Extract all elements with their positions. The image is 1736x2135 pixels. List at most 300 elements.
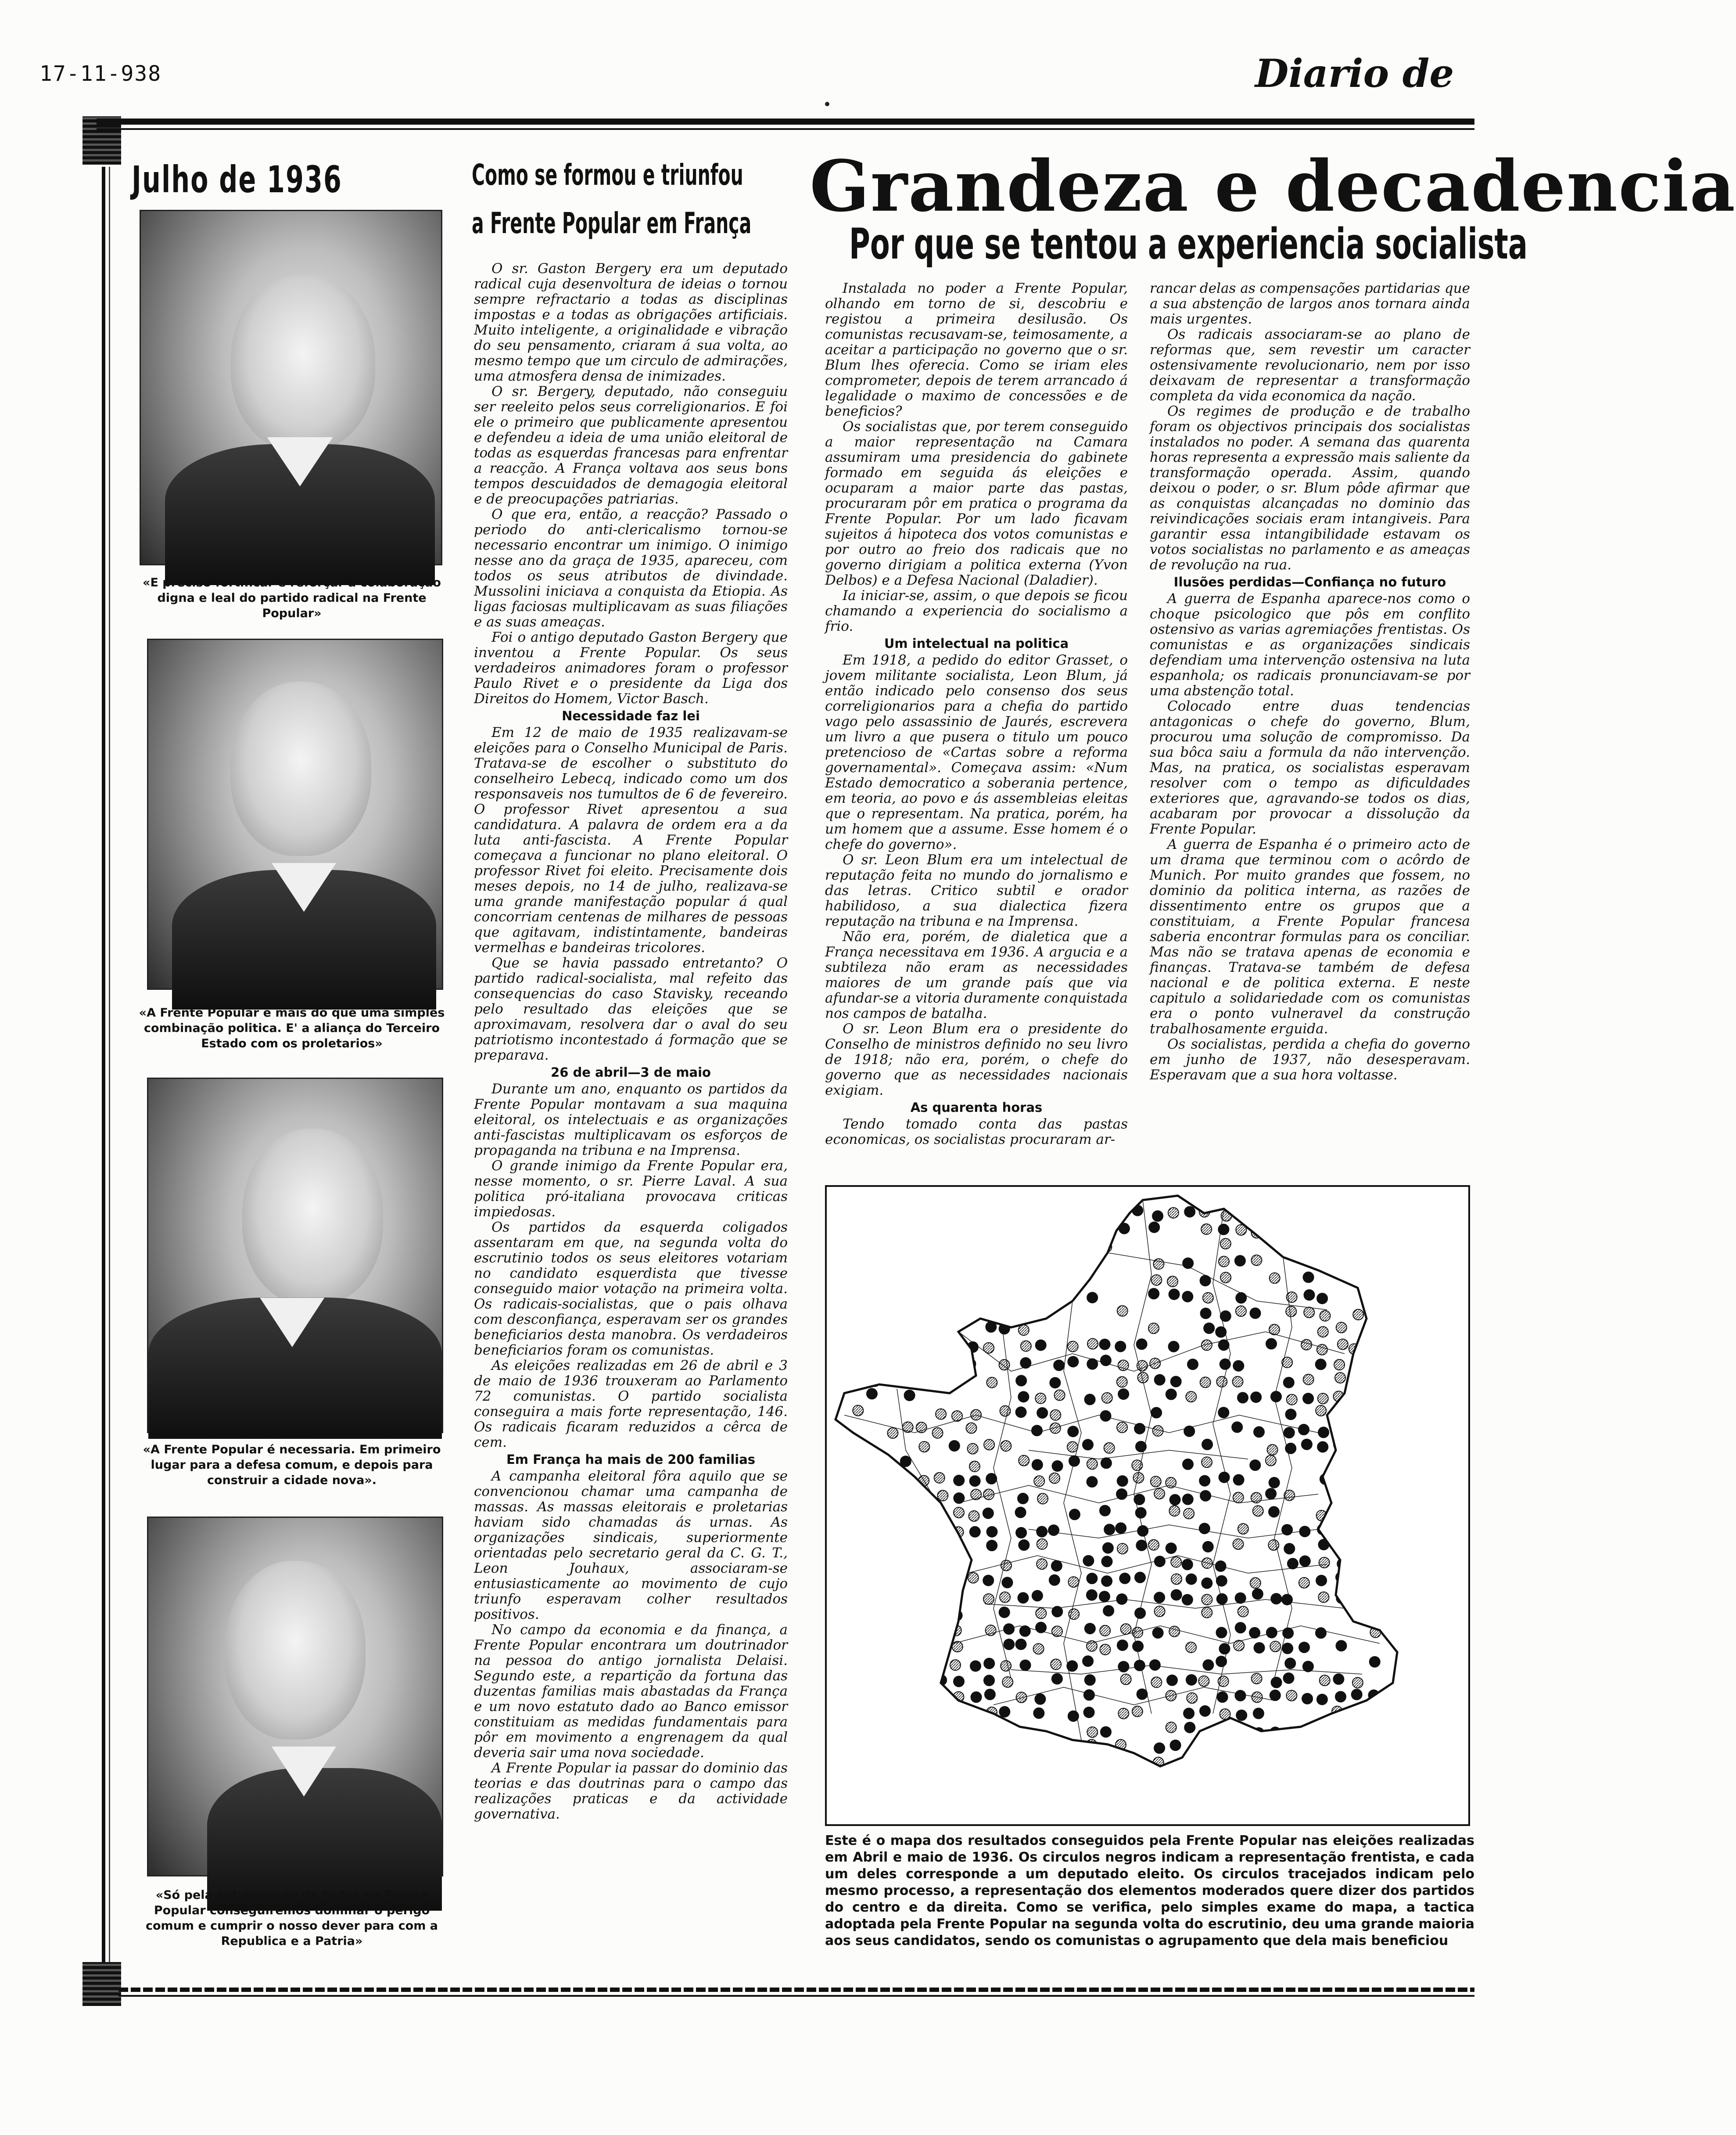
deputy-circle-frentista xyxy=(1250,1308,1261,1319)
deputy-circle-moderado xyxy=(937,1490,948,1501)
deputy-circle-frentista xyxy=(836,1578,846,1589)
deputy-circle-moderado xyxy=(1051,1659,1061,1670)
deputy-circle-frentista xyxy=(920,1559,930,1570)
deputy-circle-moderado xyxy=(971,1489,981,1500)
deputy-circle-frentista xyxy=(1388,1625,1399,1635)
deputy-circle-moderado xyxy=(1369,1328,1380,1338)
deputy-circle-frentista xyxy=(1167,1675,1177,1686)
deputy-circle-frentista xyxy=(1087,1590,1097,1600)
deputy-circle-moderado xyxy=(1353,1475,1364,1485)
deputy-circle-moderado xyxy=(1234,1640,1244,1651)
deputy-circle-moderado xyxy=(917,1676,928,1686)
deputy-circle-moderado xyxy=(1218,1676,1229,1686)
deputy-circle-frentista xyxy=(1217,1692,1228,1702)
deputy-circle-frentista xyxy=(1300,1744,1311,1754)
deputy-circle-frentista xyxy=(1385,1556,1395,1566)
paragraph: Ia iniciar-se, assim, o que depois se ficou chamando a experiencia do socialismo a frio. xyxy=(825,588,1128,634)
deputy-circle-frentista xyxy=(1285,1658,1295,1669)
deputy-circle-frentista xyxy=(1249,1628,1260,1638)
deputy-circle-frentista xyxy=(970,1527,980,1537)
deputy-circle-moderado xyxy=(1216,1377,1227,1387)
deputy-circle-frentista xyxy=(1036,1743,1047,1754)
deputy-circle-frentista xyxy=(1183,1494,1193,1505)
deputy-circle-frentista xyxy=(1032,1425,1042,1436)
deputy-circle-moderado xyxy=(916,1422,927,1433)
deputy-circle-frentista xyxy=(1019,1540,1029,1550)
deputy-circle-moderado xyxy=(1203,1293,1213,1303)
deputy-circle-moderado xyxy=(1371,1260,1382,1271)
deputy-circle-moderado xyxy=(1316,1228,1326,1238)
deputy-circle-moderado xyxy=(901,1611,911,1622)
deputy-circle-moderado xyxy=(952,1411,962,1421)
deputy-circle-frentista xyxy=(900,1491,910,1502)
deputy-circle-moderado xyxy=(1285,1240,1295,1250)
deputy-circle-moderado xyxy=(1338,1339,1348,1350)
deputy-circle-moderado xyxy=(1320,1727,1331,1738)
deputy-circle-moderado xyxy=(935,1556,946,1566)
deputy-circle-moderado xyxy=(1301,1340,1312,1350)
deputy-circle-frentista xyxy=(971,1692,982,1702)
deputy-circle-moderado xyxy=(1233,1377,1243,1387)
paragraph: Em 12 de maio de 1935 realizavam-se eleições para o Conselho Municipal de Paris. Tratava-se de escolher o substituto do conselheiro Lebecq, indicado como um dos responsaveis nos tumultos de 6 de fevereiro. O professor Rivet apresentou a sua candidatura. A palavra de ordem era a da luta anti-fascista. A Frente Popular começava a funcionar no plano eleitoral. O professor Rivet foi eleito. Precisamente dois meses depois, no 14 de julho, realizava-se uma grande manifestação popular á qual concorriam centenas de milhares de pessoas que agitavam, indistintamente, bandeiras vermelhas e bandeiras tricolores. xyxy=(474,725,788,956)
deputy-circle-frentista xyxy=(1015,1507,1026,1518)
deputy-circle-moderado xyxy=(850,1344,861,1354)
paragraph: A guerra de Espanha aparece-nos como o choque psicologico que pôs em conflito ostensivo as varias agremiações frentistas. Os comunistas e as organizações sindicais defendiam uma intervenção ostensiva na luta espanhola; os radicais pronunciavam-se por uma abstenção total. xyxy=(1150,591,1470,699)
deputy-circle-frentista xyxy=(918,1723,929,1733)
deputy-circle-moderado xyxy=(1019,1325,1029,1335)
deputy-circle-moderado xyxy=(1219,1256,1229,1267)
deputy-circle-frentista xyxy=(1083,1656,1093,1666)
deputy-circle-frentista xyxy=(1302,1693,1313,1704)
deputy-circle-frentista xyxy=(1237,1392,1248,1403)
deputy-circle-frentista xyxy=(1382,1589,1392,1599)
deputy-circle-moderado xyxy=(921,1624,931,1634)
deputy-circle-frentista xyxy=(1304,1290,1315,1300)
deputy-circle-frentista xyxy=(1317,1694,1327,1705)
deputy-circle-moderado xyxy=(1155,1606,1165,1617)
deputy-circle-moderado xyxy=(1251,1255,1262,1265)
deputy-circle-moderado xyxy=(1035,1393,1046,1404)
deputy-circle-moderado xyxy=(1104,1443,1115,1453)
paragraph: Não era, porém, de dialetica que a França necessitava em 1936. A argucia e a subtileza não eram as necessidades maiores de um grande país que via afundar-se a vitoria duramente conquistada nos campos de batalha. xyxy=(825,929,1128,1021)
deputy-circle-moderado xyxy=(1201,1224,1212,1234)
deputy-circle-frentista xyxy=(986,1474,997,1484)
deputy-circle-moderado xyxy=(903,1507,913,1518)
deputy-circle-frentista xyxy=(1220,1643,1230,1654)
deputy-circle-moderado xyxy=(1334,1226,1345,1237)
deputy-circle-moderado xyxy=(1166,1722,1176,1732)
deputy-circle-frentista xyxy=(1288,1758,1298,1769)
deputy-circle-frentista xyxy=(1250,1460,1260,1470)
deputy-circle-frentista xyxy=(1018,1493,1028,1504)
deputy-circle-frentista xyxy=(1152,1211,1163,1221)
map-caption: Este é o mapa dos resultados conseguidos pela Frente Popular nas eleições realizadas em Abril e maio de 1936. Os circulos negros indicam a representação frentista, e cada um deles corresponde a um deputado eleito. Os circulos tracejados indicam pelo mesmo processo, a representação dos elementos moderados quere dizer dos partidos do centro e da direita. Como se verifica, pelo simples exame do mapa, a tactica adoptada pela Frente Popular na segunda volta do escrutinio, deu uma grande maioria aos seus candidatos, sendo os comunistas o agrupamento que dela mais beneficiou xyxy=(825,1833,1474,1948)
deputy-circle-frentista xyxy=(1337,1742,1347,1752)
deputy-circle-frentista xyxy=(1169,1289,1180,1300)
deputy-circle-frentista xyxy=(866,1660,877,1671)
deputy-circle-frentista xyxy=(1000,1208,1010,1219)
deputy-circle-frentista xyxy=(1216,1576,1227,1586)
deputy-circle-frentista xyxy=(1302,1439,1312,1450)
deputy-circle-frentista xyxy=(1383,1326,1394,1337)
deputy-circle-moderado xyxy=(1365,1373,1376,1383)
deputy-circle-moderado xyxy=(1304,1307,1314,1318)
deputy-circle-frentista xyxy=(1271,1391,1281,1402)
photo-caption-4: «Só pela colaboração de todos na Frente Popular conseguiremos dominar o perigo comum e cumprir o nosso dever para com a Republica e a Patria» xyxy=(146,1888,438,1948)
deputy-circle-frentista xyxy=(954,1227,964,1237)
photo-caption-2: «A Frente Popular é mais do que uma simples combinação politica. E' a aliança do Terceiro Estado com os proletarios» xyxy=(139,1006,445,1050)
deputy-circle-frentista xyxy=(1288,1558,1298,1569)
deputy-circle-frentista xyxy=(1135,1572,1145,1583)
deputy-circle-frentista xyxy=(1052,1607,1062,1617)
deputy-circle-moderado xyxy=(1267,1445,1278,1455)
deputy-circle-moderado xyxy=(986,1377,997,1388)
deputy-circle-frentista xyxy=(1204,1323,1214,1333)
deputy-circle-moderado xyxy=(933,1428,943,1438)
deputy-circle-moderado xyxy=(966,1208,977,1218)
deputy-circle-frentista xyxy=(1169,1341,1179,1352)
deputy-circle-moderado xyxy=(1100,1644,1111,1655)
deputy-circle-moderado xyxy=(1286,1226,1297,1237)
deputy-circle-moderado xyxy=(1087,1339,1098,1349)
deputy-circle-frentista xyxy=(903,1294,913,1304)
deputy-circle-frentista xyxy=(1136,1540,1147,1551)
deputy-circle-frentista xyxy=(904,1390,915,1401)
deputy-circle-frentista xyxy=(1083,1556,1094,1566)
deputy-circle-frentista xyxy=(1187,1359,1198,1369)
deputy-circle-frentista xyxy=(1368,1275,1378,1286)
deputy-circle-frentista xyxy=(1020,1358,1031,1368)
deputy-circle-moderado xyxy=(936,1343,947,1354)
deputy-circle-frentista xyxy=(1200,1491,1211,1501)
deputy-circle-frentista xyxy=(1101,1761,1112,1772)
deputy-circle-moderado xyxy=(1220,1742,1231,1752)
deputy-circle-frentista xyxy=(919,1373,930,1384)
deputy-circle-frentista xyxy=(1020,1626,1030,1636)
deputy-circle-frentista xyxy=(1068,1711,1079,1722)
deputy-circle-moderado xyxy=(868,1456,879,1467)
deputy-circle-frentista xyxy=(1186,1675,1197,1685)
deputy-circle-frentista xyxy=(1053,1757,1063,1768)
deputy-circle-moderado xyxy=(1335,1373,1345,1383)
deputy-circle-frentista xyxy=(1300,1556,1310,1567)
deputy-circle-moderado xyxy=(935,1258,945,1269)
deputy-circle-frentista xyxy=(1218,1224,1229,1235)
deputy-circle-frentista xyxy=(1271,1677,1282,1688)
deputy-circle-moderado xyxy=(1132,1627,1143,1638)
subheading: Um intelectual na politica xyxy=(884,636,1069,651)
deputy-circle-frentista xyxy=(1219,1472,1230,1483)
deputy-circle-moderado xyxy=(1186,1642,1196,1653)
deputy-circle-frentista xyxy=(1220,1359,1230,1369)
paragraph: As eleições realizadas em 26 de abril e 3 de maio de 1936 trouxeram ao Parlamento 72 comunistas. O partido socialista conseguira a mais forte representação, 146. Os radicais ficaram reduzidos a cêrca de cem. xyxy=(474,1358,788,1450)
deputy-circle-frentista xyxy=(1235,1690,1246,1701)
deputy-circle-moderado xyxy=(1316,1405,1326,1416)
deputy-circle-moderado xyxy=(1037,1559,1047,1569)
deputy-circle-moderado xyxy=(1384,1276,1395,1287)
deputy-circle-frentista xyxy=(1150,1660,1160,1670)
deputy-circle-moderado xyxy=(1304,1240,1315,1251)
deputy-circle-moderado xyxy=(832,1477,843,1488)
deputy-circle-frentista xyxy=(1317,1293,1327,1304)
deputy-circle-moderado xyxy=(1319,1261,1330,1272)
deputy-circle-frentista xyxy=(1318,1427,1329,1438)
deputy-circle-frentista xyxy=(1182,1595,1193,1605)
paragraph: O sr. Leon Blum era o presidente do Conselho de ministros definido no seu livro de 1918; não era, porém, o chefe do governo que as necessidades nacionais exigiam. xyxy=(825,1021,1128,1098)
deputy-circle-frentista xyxy=(970,1661,981,1671)
deputy-circle-frentista xyxy=(1134,1494,1144,1505)
deputy-circle-frentista xyxy=(1132,1205,1143,1216)
deputy-circle-moderado xyxy=(1055,1390,1065,1401)
deputy-circle-moderado xyxy=(1033,1241,1044,1251)
deputy-circle-frentista xyxy=(1216,1627,1227,1638)
deputy-circle-frentista xyxy=(1236,1293,1246,1303)
article-column-4 xyxy=(1150,281,1470,1083)
deputy-circle-frentista xyxy=(836,1760,846,1771)
deputy-circle-frentista xyxy=(1233,1361,1244,1371)
deputy-circle-frentista xyxy=(1387,1725,1397,1736)
deputy-circle-frentista xyxy=(1283,1628,1293,1639)
deputy-circle-moderado xyxy=(1050,1210,1060,1221)
deputy-circle-frentista xyxy=(1284,1427,1295,1438)
deputy-circle-moderado xyxy=(1303,1374,1314,1385)
deputy-circle-frentista xyxy=(1151,1407,1162,1418)
deputy-circle-moderado xyxy=(1234,1723,1244,1734)
deputy-circle-frentista xyxy=(1338,1724,1349,1735)
deputy-circle-moderado xyxy=(1101,1242,1112,1252)
deputy-circle-moderado xyxy=(935,1305,946,1316)
deputy-circle-frentista xyxy=(1085,1623,1095,1634)
deputy-circle-frentista xyxy=(850,1756,861,1766)
deputy-circle-moderado xyxy=(1305,1226,1315,1236)
deputy-circle-moderado xyxy=(1370,1572,1381,1583)
deputy-circle-frentista xyxy=(838,1242,848,1253)
deputy-circle-frentista xyxy=(1317,1441,1328,1452)
deputy-circle-frentista xyxy=(932,1759,943,1770)
deputy-circle-frentista xyxy=(885,1627,895,1637)
deputy-circle-moderado xyxy=(885,1310,896,1320)
deputy-circle-frentista xyxy=(1170,1740,1181,1750)
deputy-circle-frentista xyxy=(1087,1292,1098,1303)
portrait-photo-4 xyxy=(147,1517,443,1876)
deputy-circle-moderado xyxy=(1252,1692,1263,1703)
deputy-circle-frentista xyxy=(1166,1389,1176,1400)
deputy-circle-moderado xyxy=(1335,1543,1346,1554)
deputy-circle-frentista xyxy=(886,1576,897,1586)
deputy-circle-frentista xyxy=(1115,1759,1126,1769)
deputy-circle-frentista xyxy=(1035,1694,1045,1704)
deputy-circle-frentista xyxy=(1183,1258,1193,1269)
deputy-circle-moderado xyxy=(1318,1393,1328,1404)
portrait-head xyxy=(230,682,371,856)
deputy-circle-frentista xyxy=(1115,1523,1126,1533)
deputy-circle-frentista xyxy=(1299,1526,1310,1537)
deputy-circle-frentista xyxy=(834,1443,845,1453)
deputy-circle-frentista xyxy=(837,1624,847,1634)
deputy-circle-frentista xyxy=(1019,1290,1029,1301)
deputy-circle-frentista xyxy=(1067,1661,1077,1671)
deputy-circle-frentista xyxy=(1033,1708,1044,1718)
deputy-circle-moderado xyxy=(868,1272,879,1283)
deputy-circle-moderado xyxy=(1019,1456,1029,1466)
paragraph: Tendo tomado conta das pastas economicas, os socialistas procuraram ar- xyxy=(825,1116,1128,1147)
deputy-circle-moderado xyxy=(886,1611,896,1621)
deputy-circle-frentista xyxy=(1235,1593,1246,1603)
deputy-circle-moderado xyxy=(1118,1360,1129,1371)
deputy-circle-frentista xyxy=(950,1372,961,1383)
deputy-circle-frentista xyxy=(1100,1506,1110,1516)
deputy-circle-moderado xyxy=(949,1359,959,1369)
divider-dot xyxy=(825,102,829,106)
deputy-circle-moderado xyxy=(867,1693,877,1704)
deputy-circle-frentista xyxy=(1335,1692,1346,1702)
deputy-circle-frentista xyxy=(1303,1661,1313,1672)
subheading: As quarenta horas xyxy=(910,1100,1043,1115)
subheading: Ilusões perdidas—Confiança no futuro xyxy=(1173,575,1446,589)
portrait-photo-1 xyxy=(140,210,442,565)
deputy-circle-frentista xyxy=(832,1491,842,1501)
deputy-circle-moderado xyxy=(886,1373,897,1384)
deputy-circle-moderado xyxy=(1202,1594,1212,1605)
deputy-circle-frentista xyxy=(1199,1476,1210,1486)
deputy-circle-moderado xyxy=(1171,1557,1181,1567)
deputy-circle-moderado xyxy=(1084,1222,1095,1232)
deputy-circle-moderado xyxy=(1016,1692,1027,1703)
deputy-circle-frentista xyxy=(1036,1622,1046,1633)
deputy-circle-moderado xyxy=(900,1257,911,1268)
deputy-circle-frentista xyxy=(1166,1543,1176,1553)
deputy-circle-frentista xyxy=(954,1676,964,1687)
paragraph: A guerra de Espanha é o primeiro acto de um drama que terminou com o acôrdo de Munich. Por muito grandes que fossem, no dominio da politica interna, as razões de dissentimento entre os grupos que a constituiam, a Frente Popular francesa saberia encontrar formulas para os conciliar. Mas não se tratava apenas de economia e finanças. Tratava-se também de defesa nacional e de politica externa. E neste capitulo a solidariedade com os comunistas era o ponto vulneravel da construção trabalhosamente erguida. xyxy=(1150,837,1470,1037)
deputy-circle-moderado xyxy=(983,1343,994,1353)
deputy-circle-frentista xyxy=(983,1508,994,1519)
deputy-circle-moderado xyxy=(1034,1255,1045,1266)
paragraph: Os partidos da esquerda coligados assentaram em que, na segunda volta do escrutinio todos os seus eleitores votariam no candidato esquerdista que tivesse conseguido maior votação na primeira volta. Os radicais-socialistas, que o pais olhava com desconfiança, esperavam ser os grandes beneficiarios desta manobra. Os verdadeiros beneficiarios foram os comunistas. xyxy=(474,1219,788,1358)
deputy-circle-moderado xyxy=(887,1428,898,1438)
deputy-circle-frentista xyxy=(1282,1524,1292,1535)
deputy-circle-moderado xyxy=(1153,1426,1163,1436)
deputy-circle-frentista xyxy=(1103,1543,1113,1553)
deputy-circle-moderado xyxy=(1320,1311,1331,1321)
deputy-circle-frentista xyxy=(1004,1624,1014,1634)
deputy-circle-frentista xyxy=(1117,1476,1128,1486)
deputy-circle-frentista xyxy=(1103,1606,1114,1616)
deputy-circle-moderado xyxy=(1067,1441,1078,1452)
deputy-circle-frentista xyxy=(1235,1255,1245,1266)
paragraph: O grande inimigo da Frente Popular era, nesse momento, o sr. Pierre Laval. A sua politica pró-italiana provocava criticas impiedosas. xyxy=(474,1158,788,1220)
deputy-circle-moderado xyxy=(1169,1506,1180,1516)
deputy-circle-frentista xyxy=(1069,1509,1080,1520)
masthead: Diario de xyxy=(1255,50,1454,96)
deputy-circle-frentista xyxy=(936,1723,947,1734)
deputy-circle-moderado xyxy=(1250,1578,1261,1588)
deputy-circle-moderado xyxy=(867,1326,877,1336)
deputy-circle-moderado xyxy=(1251,1228,1262,1238)
deputy-circle-frentista xyxy=(1232,1422,1242,1432)
deputy-circle-moderado xyxy=(1169,1626,1180,1637)
deputy-circle-frentista xyxy=(1115,1341,1126,1352)
deputy-circle-frentista xyxy=(1333,1674,1344,1684)
deputy-circle-moderado xyxy=(968,1573,979,1583)
deputy-circle-frentista xyxy=(915,1689,926,1700)
deputy-circle-moderado xyxy=(935,1375,946,1386)
deputy-circle-frentista xyxy=(1316,1575,1327,1586)
deputy-circle-moderado xyxy=(983,1594,994,1604)
france-map-svg xyxy=(827,1187,1468,1824)
deputy-circle-frentista xyxy=(1084,1690,1094,1700)
deputy-circle-frentista xyxy=(1004,1639,1014,1650)
deputy-circle-moderado xyxy=(1200,1377,1211,1387)
deputy-circle-moderado xyxy=(1287,1395,1297,1405)
deputy-circle-frentista xyxy=(1200,1276,1211,1286)
deputy-circle-frentista xyxy=(1118,1661,1129,1672)
deputy-circle-moderado xyxy=(1320,1207,1330,1217)
deputy-circle-moderado xyxy=(1266,1455,1276,1466)
deputy-circle-frentista xyxy=(1266,1488,1276,1499)
deputy-circle-frentista xyxy=(1037,1408,1047,1418)
deputy-circle-frentista xyxy=(1219,1340,1229,1350)
deputy-circle-frentista xyxy=(952,1610,962,1621)
election-map xyxy=(825,1185,1470,1826)
deputy-circle-moderado xyxy=(986,1625,996,1635)
deputy-circle-frentista xyxy=(900,1456,911,1466)
deputy-circle-frentista xyxy=(1137,1339,1147,1349)
deputy-circle-frentista xyxy=(986,1322,996,1332)
deputy-circle-moderado xyxy=(901,1625,911,1635)
deputy-circle-frentista xyxy=(834,1675,845,1685)
deputy-circle-frentista xyxy=(1084,1707,1094,1718)
deputy-circle-frentista xyxy=(1002,1577,1013,1588)
deputy-circle-moderado xyxy=(1087,1727,1098,1737)
deputy-circle-frentista xyxy=(1384,1576,1394,1587)
deputy-circle-frentista xyxy=(1116,1489,1127,1499)
top-rule-thin xyxy=(97,128,1474,130)
deputy-circle-moderado xyxy=(1133,1473,1144,1483)
deputy-circle-frentista xyxy=(1388,1255,1398,1265)
deputy-circle-moderado xyxy=(1221,1211,1232,1221)
deputy-circle-moderado xyxy=(969,1511,979,1521)
deputy-circle-frentista xyxy=(1101,1727,1111,1737)
deputy-circle-moderado xyxy=(1068,1341,1078,1352)
deputy-circle-frentista xyxy=(1049,1575,1060,1585)
deputy-circle-frentista xyxy=(1220,1311,1231,1321)
deputy-circle-moderado xyxy=(833,1694,843,1704)
deputy-circle-moderado xyxy=(1137,1360,1148,1371)
deputy-circle-frentista xyxy=(1155,1556,1165,1567)
deputy-circle-frentista xyxy=(1069,1456,1080,1466)
deputy-circle-moderado xyxy=(936,1409,946,1420)
deputy-circle-moderado xyxy=(1368,1205,1378,1216)
deputy-circle-frentista xyxy=(850,1678,861,1689)
deputy-circle-frentista xyxy=(1383,1489,1394,1499)
deputy-circle-moderado xyxy=(1052,1626,1062,1637)
deputy-circle-frentista xyxy=(921,1575,932,1585)
deputy-circle-frentista xyxy=(870,1558,881,1568)
deputy-circle-frentista xyxy=(933,1243,943,1253)
deputy-circle-moderado xyxy=(1238,1524,1248,1534)
deputy-circle-frentista xyxy=(1137,1689,1148,1700)
deputy-circle-frentista xyxy=(1316,1628,1326,1638)
deputy-circle-frentista xyxy=(1155,1375,1165,1385)
deputy-circle-frentista xyxy=(882,1273,892,1283)
subheading: Necessidade faz lei xyxy=(562,708,700,723)
deputy-circle-moderado xyxy=(869,1575,879,1586)
deputy-circle-moderado xyxy=(1021,1341,1031,1351)
deputy-circle-frentista xyxy=(1202,1439,1212,1450)
deputy-circle-frentista xyxy=(1298,1424,1309,1435)
deputy-circle-moderado xyxy=(1270,1273,1280,1283)
bottom-rule xyxy=(118,1988,1474,1992)
